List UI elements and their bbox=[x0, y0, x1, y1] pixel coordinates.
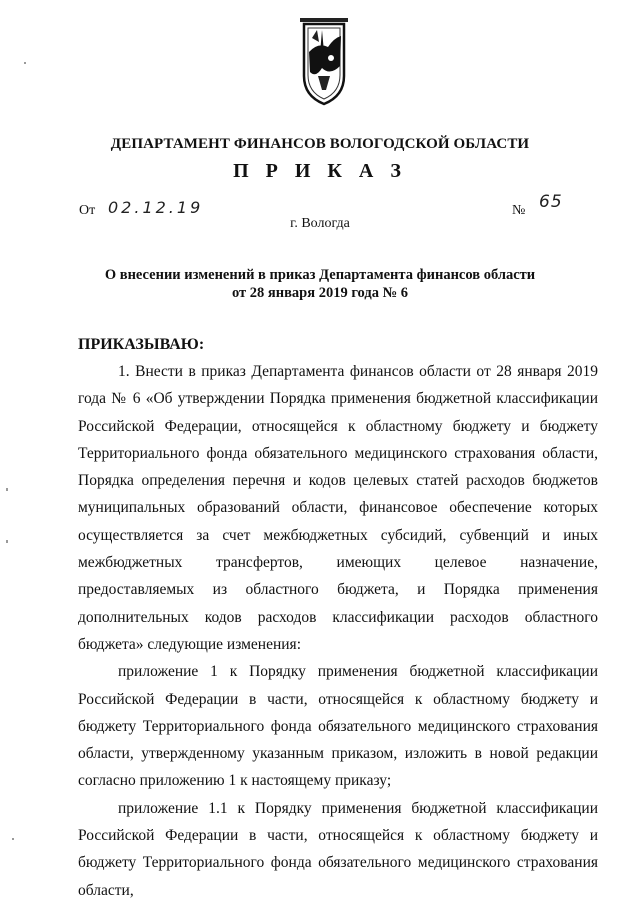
order-body bbox=[78, 358, 598, 904]
subject-line-2: от 28 января 2019 года № 6 bbox=[231, 285, 409, 301]
body-paragraph: приложение 1 к Порядку применения бюджетной классификации Российской Федерации в части, относящейся к областному бюджету и бюджету Территориального фонда обязательного медицинского страхования области, утвержденному указанным приказом, изложить в новой редакции согласно приложению 1 к настоящему приказу; bbox=[78, 663, 598, 790]
body-paragraph: 1. Внести в приказ Департамента финансов области от 28 января 2019 года № 6 «Об утверждении Порядка применения бюджетной классификации Российской Федерации, относящейся к областному бюджету и бюджету Территориального фонда обязательного медицинского страхования области, Порядка определения перечня и кодов целевых статей расходов бюджетов муниципальных образований области, финансовое обеспечение которых осуществляется за счет межбюджетных субсидий, субвенций и иных межбюджетных трансфертов, имеющих целевое назначение, предоставляемых из областного бюджета, и Порядка применения дополнительных кодов расходов классификации расходов областного бюджета» следующие изменения: bbox=[78, 363, 598, 653]
subject-heading bbox=[0, 266, 640, 302]
order-keyword: ПРИКАЗЫВАЮ: bbox=[78, 336, 205, 353]
scan-speck bbox=[12, 838, 14, 840]
subject-line-1: О внесении изменений в приказ Департамента финансов области bbox=[104, 267, 536, 283]
handwritten-date: 02.12.19 bbox=[108, 198, 204, 217]
scan-speck bbox=[24, 62, 26, 64]
body-paragraph: приложение 1.1 к Порядку применения бюджетной классификации Российской Федерации в части, относящейся к областному бюджету и бюджету Территориального фонда обязательного медицинского страхования области, bbox=[78, 799, 598, 899]
scan-speck bbox=[6, 540, 8, 543]
date-label: От bbox=[79, 203, 96, 218]
department-title: ДЕПАРТАМЕНТ ФИНАНСОВ ВОЛОГОДСКОЙ ОБЛАСТИ bbox=[110, 136, 530, 152]
number-label: № bbox=[512, 203, 526, 218]
city-line: г. Вологда bbox=[290, 216, 350, 231]
document-type-title: П Р И К А З bbox=[233, 160, 407, 182]
handwritten-number: 65 bbox=[539, 192, 563, 212]
scan-speck bbox=[6, 488, 8, 491]
coat-of-arms-icon bbox=[300, 18, 348, 108]
